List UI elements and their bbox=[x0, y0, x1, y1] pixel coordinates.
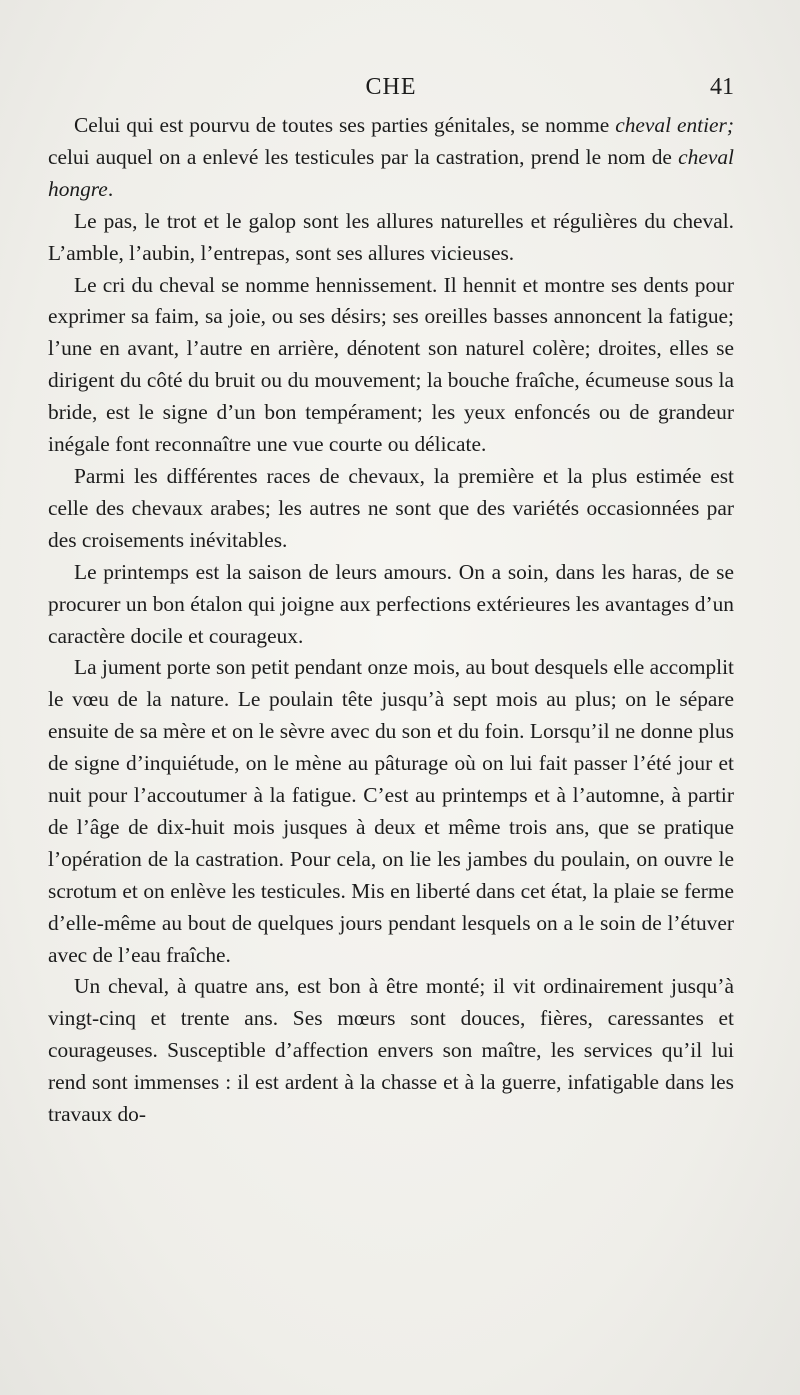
paragraph-1-text-c: . bbox=[107, 176, 114, 201]
paragraph-7: Un cheval, à quatre ans, est bon à être monté; il vit ordinairement jusqu’à vingt-cinq et trente ans. Ses mœurs sont douces, fières, caressantes et courageuses. Susceptible d’affection envers son maître, les services qu’il lui rend sont immenses : il est ardent à la chasse et à la guerre, infatigable dans les travaux do- bbox=[48, 974, 734, 1127]
paragraph-1-text-b: celui auquel on a enlevé les testicules par la castration, prend le nom de bbox=[48, 144, 679, 169]
paragraph-5: Le printemps est la saison de leurs amours. On a soin, dans les haras, de se procurer un bon étalon qui joigne aux perfections extérieures les avantages d’un caractère docile et courageux. bbox=[48, 559, 734, 648]
page-body bbox=[48, 110, 734, 1131]
running-header bbox=[48, 72, 734, 106]
paragraph-6: La jument porte son petit pendant onze mois, au bout desquels elle accomplit le vœu de la nature. Le poulain tête jusqu’à sept mois au plus; on le sépare ensuite de sa mère et on le sèvre avec du son et du foin. Lorsqu’il ne donne plus de signe d’inquiétude, on le mène au pâturage où on lui fait passer l’été jour et nuit pour l’accoutumer à la fatigue. C’est au printemps et à l’automne, à partir de l’âge de dix-huit mois jusques à deux et même trois ans, que se pratique l’opération de la castration. Pour cela, on lie les jambes du poulain, on ouvre le scrotum et on enlève les testicules. Mis en liberté dans cet état, la plaie se ferme d’elle-même au bout de quelques jours pendant lesquels on a le soin de l’étuver avec de l’eau fraîche. bbox=[48, 655, 734, 967]
running-title: CHE bbox=[365, 74, 417, 100]
paragraph-1 bbox=[48, 110, 734, 206]
paragraph-1-text-a: Celui qui est pourvu de toutes ses parties génitales, se nomme bbox=[74, 113, 616, 137]
paragraph-4: Parmi les différentes races de chevaux, la première et la plus estimée est celle des chevaux arabes; les autres ne sont que des variétés occasionnées par des croisements inévitables. bbox=[48, 463, 734, 552]
paragraph-2: Le pas, le trot et le galop sont les allures naturelles et régulières du cheval. L’amble, l’aubin, l’entrepas, sont ses allures vicieuses. bbox=[48, 208, 734, 265]
term-cheval-entier: cheval entier; bbox=[615, 113, 734, 137]
term-cheval-hongre: cheval hongre bbox=[48, 144, 734, 201]
paragraph-3: Le cri du cheval se nomme hennissement. Il hennit et montre ses dents pour exprimer sa faim, sa joie, ou ses désirs; ses oreilles basses annoncent la fatigue; l’une en avant, l’autre en arrière, dénotent son naturel colère; droites, elles se dirigent du côté du bruit ou du mouvement; la bouche fraîche, écumeuse sous la bride, est le signe d’un bon tempérament; les yeux enfoncés ou de grandeur inégale font reconnaître une vue courte ou délicate. bbox=[48, 272, 734, 457]
page-number: 41 bbox=[710, 74, 734, 100]
